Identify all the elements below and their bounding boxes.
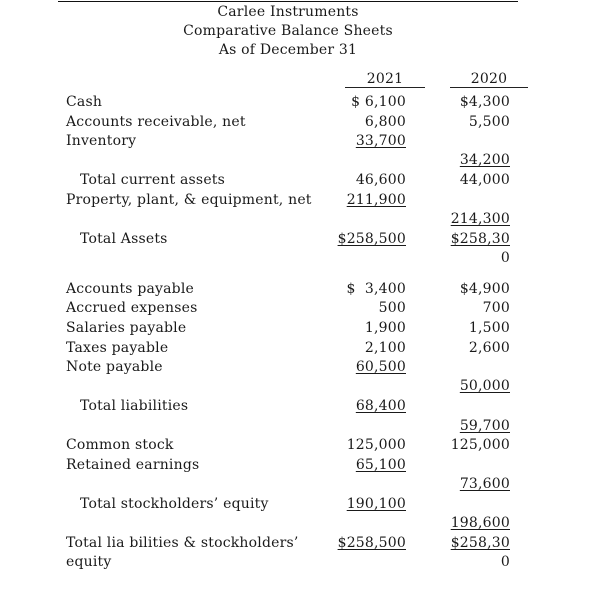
total-stockholders-equity-2020: 198,600: [450, 515, 510, 531]
retained-earnings-2020: 73,600: [459, 476, 510, 492]
cash-2020: $4,300: [459, 94, 510, 110]
total-assets-2021: $258,500: [337, 231, 406, 247]
row-label-note-payable: Note payable: [66, 359, 163, 375]
salaries-payable-2021: 1,900: [364, 320, 406, 336]
row-label-accrued-expenses: Accrued expenses: [66, 300, 198, 316]
top-rule: [58, 1, 518, 2]
total-liabilities-and-equity-2021: $258,500: [337, 535, 406, 551]
column-header-2020: 2020: [470, 71, 508, 87]
company-name: Carlee Instruments: [217, 4, 359, 20]
ppe-2020: 214,300: [450, 211, 510, 227]
note-payable-2020: 50,000: [459, 378, 510, 394]
inventory-2021: 33,700: [355, 133, 406, 149]
row-label-accounts-payable: Accounts payable: [66, 281, 195, 297]
column-header-2021-rule: [345, 87, 425, 88]
report-date: As of December 31: [218, 42, 358, 58]
cash-2021: $ 6,100: [351, 94, 406, 110]
row-label-total-liabilities-and-equity-wrap: equity: [66, 554, 112, 570]
row-label-total-liabilities-and-equity: Total lia bilities & stockholders’: [66, 535, 299, 551]
accounts-receivable-2021: 6,800: [364, 114, 406, 130]
total-liabilities-and-equity-2020-wrap: 0: [500, 554, 510, 570]
note-payable-2021: 60,500: [355, 359, 406, 375]
total-current-assets-2020: 44,000: [459, 172, 510, 188]
row-label-salaries-payable: Salaries payable: [66, 320, 187, 336]
total-liabilities-2021: 68,400: [355, 398, 406, 414]
row-label-total-current-assets: Total current assets: [80, 172, 226, 188]
row-label-common-stock: Common stock: [66, 437, 174, 453]
row-label-retained-earnings: Retained earnings: [66, 457, 200, 473]
taxes-payable-2020: 2,600: [468, 340, 510, 356]
row-label-accounts-receivable: Accounts receivable, net: [66, 114, 246, 130]
total-current-assets-2021: 46,600: [355, 172, 406, 188]
ppe-2021: 211,900: [346, 192, 406, 208]
row-label-cash: Cash: [66, 94, 103, 110]
row-label-taxes-payable: Taxes payable: [66, 340, 169, 356]
accounts-payable-2020: $4,900: [459, 281, 510, 297]
column-header-2020-rule: [450, 87, 528, 88]
accrued-expenses-2021: 500: [378, 300, 406, 316]
common-stock-2021: 125,000: [346, 437, 406, 453]
common-stock-2020: 125,000: [450, 437, 510, 453]
accounts-payable-2021: $ 3,400: [346, 281, 406, 297]
total-assets-2020: $258,30: [450, 231, 510, 247]
total-stockholders-equity-2021: 190,100: [346, 496, 406, 512]
report-title: Comparative Balance Sheets: [183, 23, 393, 39]
accrued-expenses-2020: 700: [482, 300, 510, 316]
salaries-payable-2020: 1,500: [468, 320, 510, 336]
total-assets-2020-wrap: 0: [500, 250, 510, 266]
taxes-payable-2021: 2,100: [364, 340, 406, 356]
total-liabilities-2020: 59,700: [459, 418, 510, 434]
row-label-ppe: Property, plant, & equipment, net: [66, 192, 312, 208]
retained-earnings-2021: 65,100: [355, 457, 406, 473]
row-label-inventory: Inventory: [66, 133, 137, 149]
row-label-total-assets: Total Assets: [80, 231, 168, 247]
total-liabilities-and-equity-2020: $258,30: [450, 535, 510, 551]
row-label-total-liabilities: Total liabilities: [80, 398, 189, 414]
inventory-2020: 34,200: [459, 152, 510, 168]
column-header-2021: 2021: [366, 71, 404, 87]
row-label-total-stockholders-equity: Total stockholders’ equity: [80, 496, 269, 512]
accounts-receivable-2020: 5,500: [468, 114, 510, 130]
